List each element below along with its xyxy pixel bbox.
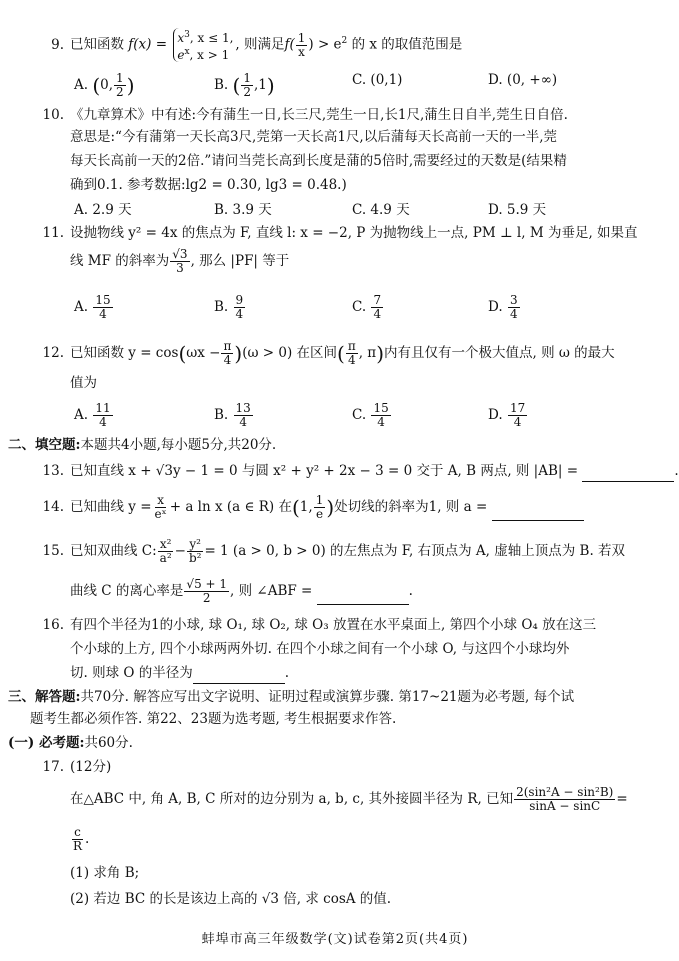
option-d: D. (0, +∞)	[488, 72, 558, 88]
question-10-line-2: 意思是:“今有蒲第一天长高3尺,莞第一天长高1尺,以后蒲每天长高前一天的一半,莞	[70, 129, 558, 145]
section-3-line-2: 题考生都必须作答. 第22、23题为选考题, 考生根据要求作答.	[30, 711, 397, 727]
question-15-line-2: 曲线 C 的离心率是 $\frac{√5 + 1}{2}$ , 则 ∠ABF = .	[70, 577, 413, 605]
option-c: C. (0,1)	[352, 72, 403, 88]
option-b: B. $\frac{9}{4}$	[214, 293, 244, 321]
question-10-line-3: 每天长高前一天的2倍.”请问当莞长高到长度是蒲的5倍时,需要经过的天数是(结果精	[70, 153, 567, 169]
piecewise-brace	[173, 28, 233, 62]
question-17-line-2: $\frac{c}{R}$ .	[73, 825, 90, 853]
answer-blank[interactable]	[193, 669, 285, 684]
question-12-line-1: 12. 已知函数 y = cos(ωx − $\frac{\pi}{4}$ )(ω > 0) 在区间( $\frac{\pi}{4}$ , π)内有且仅有一个极大值点, 则 ω 的最大	[18, 340, 654, 367]
question-14: 14. 已知曲线 y = $\frac{x}{\text{eˣ}}$ + a ln x (a ∈ R) 在(1, $\frac{1}{e}$ )处切线的斜率为1, 则 a =	[18, 494, 654, 521]
question-13: 13. 已知直线 x + √3y − 1 = 0 与圆 x² + y² + 2x − 3 = 0 交于 A, B 两点, 则 |AB| = .	[18, 460, 654, 482]
question-16-line-2: 个小球的上方, 四个小球两两外切. 在四个小球之间有一个小球 O, 与这四个小球均外	[70, 641, 570, 657]
question-number: 12.	[42, 345, 64, 361]
fraction: $\frac{1}{x}$	[297, 30, 306, 59]
question-11-line-1: 11. 设抛物线 y² = 4x 的焦点为 F, 直线 l: x = −2, P 为抛物线上一点, PM ⊥ l, M 为垂足, 如果直	[18, 222, 654, 244]
option-a: A. $\frac{15}{4}$	[74, 293, 111, 321]
question-17-header: 17. (12分)	[18, 756, 654, 778]
question-12-line-2: 值为	[70, 375, 97, 391]
question-number: 11.	[42, 225, 64, 241]
option-b: B. $\frac{13}{4}$	[214, 401, 251, 429]
stem-text: 已知函数	[70, 36, 124, 53]
question-11-line-2: 线 MF 的斜率为 $\frac{√3}{3}$ , 那么 |PF| 等于	[70, 247, 290, 275]
question-17-line-1: 在△ABC 中, 角 A, B, C 所对的边分别为 a, b, c, 其外接圆半径为 R, 已知 $\frac{\text{2(sin²A − sin²B)}}{\sin A - \sin C}$ =	[70, 785, 628, 813]
question-number: 13.	[42, 463, 64, 479]
option-b: B. 3.9 天	[214, 202, 272, 218]
question-number: 17.	[42, 759, 64, 775]
question-10-line-1: 10. 《九章算术》中有述:今有蒲生一日,长三尺,莞生一日,长1尺,蒲生日自半,莞生日自倍.	[18, 104, 654, 126]
option-b: B. ( $\frac{1}{2}$ ,1)	[214, 71, 275, 99]
option-d: D. 5.9 天	[488, 202, 547, 218]
option-c: C. $\frac{15}{4}$	[352, 401, 389, 429]
subsection-required: (一) 必考题:共60分.	[8, 735, 133, 751]
answer-blank[interactable]	[492, 506, 584, 521]
question-number: 9.	[51, 36, 64, 53]
function-name: f(x) =	[128, 36, 168, 53]
question-15-line-1: 15. 已知双曲线 C: $\frac{\text{x²}}{\text{a²}}$ − $\frac{\text{y²}}{\text{b²}}$ = 1 (a > 0, b > 0) 的左焦点为 F, 右顶点为 A, 虚轴上顶点为 B. 若双	[18, 538, 654, 565]
question-10-line-4: 确到0.1. 参考数据:lg2 = 0.30, lg3 = 0.48.)	[70, 177, 347, 193]
option-c: C. $\frac{7}{4}$	[352, 293, 382, 321]
option-a: A. 2.9 天	[74, 202, 132, 218]
case-2: $e^x$, x > 1	[177, 47, 230, 62]
section-3-header: 三、解答题:共70分. 解答应写出文字说明、证明过程或演算步骤. 第17~21题为必考题, 每个试	[8, 689, 575, 705]
option-d: D. $\frac{3}{4}$	[488, 293, 518, 321]
stem-text: 的 x 的取值范围是	[351, 36, 463, 53]
question-16-line-3: 切. 则球 O 的半径为 .	[18, 662, 654, 684]
stem-text: , 则满足	[235, 36, 285, 53]
question-9-options	[74, 71, 654, 99]
question-11-options	[74, 293, 654, 321]
question-number: 15.	[42, 543, 64, 559]
section-2-header: 二、填空题:本题共4小题,每小题5分,共20分.	[8, 437, 277, 453]
question-number: 10.	[42, 107, 64, 123]
answer-blank[interactable]	[582, 467, 674, 482]
question-16-line-1: 16. 有四个半径为1的小球, 球 O₁, 球 O₂, 球 O₃ 放置在水平桌面上, 第四个小球 O₄ 放在这三	[18, 614, 654, 636]
option-d: D. $\frac{17}{4}$	[488, 401, 526, 429]
question-number: 16.	[42, 617, 64, 633]
case-1: $x^3$, x ≤ 1,	[177, 30, 234, 45]
question-10-options	[74, 198, 654, 222]
option-a: A. (0, $\frac{1}{2}$ )	[74, 71, 135, 99]
option-c: C. 4.9 天	[352, 202, 410, 218]
question-17-part-1: (1) 求角 B;	[70, 865, 140, 881]
question-9-stem: 9. 已知函数 $f(x) = x^3$, x ≤ 1, $e^x$, x > 1, 则满足f( $\frac{1}{x}$ ) > $e^2$ 的 x 的取值范围是	[18, 28, 654, 62]
question-17-part-2: (2) 若边 BC 的长是该边上高的 √3 倍, 求 cosA 的值.	[70, 891, 392, 907]
answer-blank[interactable]	[317, 590, 409, 605]
question-12-options	[74, 401, 654, 429]
question-number: 14.	[42, 499, 64, 515]
page-footer: 蚌埠市高三年级数学(文)试卷第2页(共4页)	[201, 932, 469, 947]
option-a: A. $\frac{11}{4}$	[74, 401, 111, 429]
